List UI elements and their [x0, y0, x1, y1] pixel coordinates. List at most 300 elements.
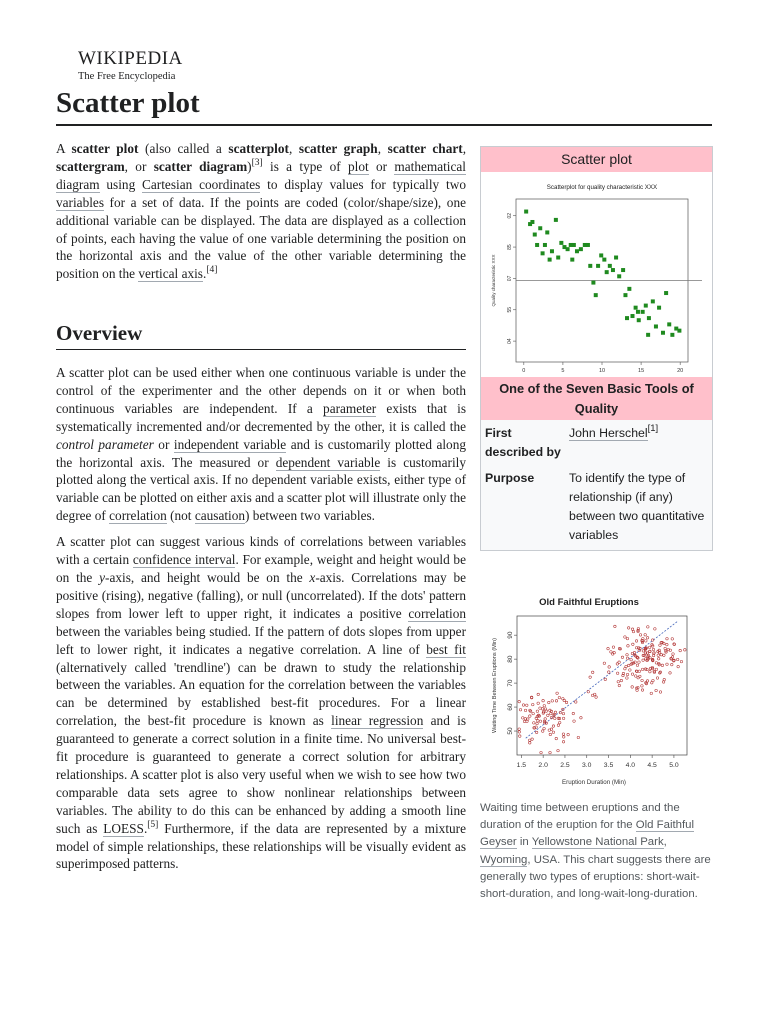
data-point — [570, 258, 574, 262]
data-point — [616, 672, 619, 675]
data-point — [587, 690, 590, 693]
data-point — [666, 637, 669, 640]
wiki-link[interactable]: linear regression — [331, 713, 424, 729]
x-tick-label: 10 — [598, 368, 606, 374]
data-point — [632, 643, 635, 646]
x-tick-label: 2.0 — [538, 762, 548, 769]
data-point — [539, 707, 542, 710]
italic-term: y — [99, 569, 106, 585]
italic-term: control parameter — [56, 436, 154, 452]
wiki-link[interactable]: variables — [56, 194, 104, 210]
data-point — [524, 718, 527, 721]
reference-link[interactable]: [4] — [206, 265, 218, 276]
data-point — [591, 671, 594, 674]
data-point — [531, 738, 534, 741]
data-point — [588, 264, 592, 268]
data-point — [518, 728, 521, 731]
x-tick-label: 1.5 — [516, 762, 527, 769]
data-point — [637, 627, 640, 630]
data-point — [639, 634, 642, 637]
text-run: . For example, weight and height would be on the — [56, 552, 466, 585]
data-point — [519, 708, 522, 711]
old-faithful-figure[interactable] — [480, 588, 712, 798]
data-point — [605, 270, 609, 274]
bold-term: scatter chart — [387, 141, 463, 156]
data-point — [618, 661, 621, 664]
data-point — [602, 258, 606, 262]
data-point — [572, 712, 575, 715]
data-point — [524, 709, 527, 712]
data-point — [521, 717, 524, 720]
data-point — [654, 324, 658, 328]
caption-text — [480, 802, 711, 900]
data-point — [620, 679, 623, 682]
intro-paragraph — [56, 140, 466, 283]
text-run: for a set of data. If the points are coded (color/shape/size), one additional variable can be displayed. The data are displayed as a collection of points, each having the value of one variable determining the position on the horizontal axis and the value of the other variable determining the position on the — [56, 194, 466, 282]
text-run: is customarily plotted along the vertical axis. If no dependent variable exists, either type of variable can be plotted on either axis and a scatter plot will illustrate only the degree of — [56, 454, 466, 524]
data-point — [614, 256, 618, 260]
wiki-link[interactable]: Cartesian coordinates — [142, 176, 261, 192]
text-run: -axis, and height would be on the — [105, 569, 310, 585]
data-point — [625, 665, 628, 668]
text-run: , — [462, 141, 467, 156]
data-point — [621, 268, 625, 272]
first-described-value — [569, 424, 708, 463]
overview-paragraph-1 — [56, 364, 466, 525]
data-point — [650, 692, 653, 695]
data-point — [547, 714, 550, 717]
data-point — [541, 730, 544, 733]
data-point — [626, 653, 629, 656]
text-run: and is guaranteed to generate a correct solution in a finite time. No universal best-fit procedure is guaranteed to generate a correct solution for arbitrary relationships. A scatter plot is also very useful when we wish to see how two comparable data sets agree to show nonlinear relationships between variables. The ability to do this can be enhanced by adding a smooth line such as — [56, 713, 467, 836]
data-point — [544, 718, 547, 721]
data-point — [555, 700, 558, 703]
data-point — [563, 736, 566, 739]
x-axis-label: Eruption Duration (Min) — [562, 779, 626, 786]
data-point — [573, 720, 576, 723]
text-run: ) — [247, 158, 252, 174]
data-point — [541, 708, 544, 711]
data-point — [548, 701, 551, 704]
data-point — [627, 664, 630, 667]
data-point — [629, 669, 632, 672]
intro-text — [56, 140, 466, 283]
data-point — [663, 678, 666, 681]
wiki-link[interactable]: causation — [194, 508, 246, 524]
data-point — [537, 693, 540, 696]
data-point — [556, 256, 560, 260]
data-point — [528, 739, 531, 742]
data-point — [565, 701, 568, 704]
x-tick-label: 20 — [677, 368, 684, 374]
text-run: , — [663, 836, 667, 849]
data-point — [518, 731, 521, 734]
purpose-value: To identify the type of relationship (if any) between two quantitative variables — [569, 470, 705, 543]
infobox-row-purpose — [481, 465, 712, 550]
wiki-link[interactable]: vertical axis — [138, 266, 203, 282]
data-point — [654, 628, 657, 631]
data-point — [575, 701, 578, 704]
data-point — [529, 715, 532, 718]
data-point — [634, 306, 638, 310]
data-point — [657, 658, 660, 661]
data-point — [630, 314, 634, 318]
data-point — [554, 717, 557, 720]
wiki-link[interactable]: confidence interval — [132, 552, 236, 568]
wiki-link[interactable]: parameter — [323, 400, 377, 416]
data-point — [537, 720, 540, 723]
data-point — [535, 243, 539, 247]
data-point — [617, 274, 621, 278]
logo-tagline: The Free Encyclopedia — [78, 71, 176, 82]
data-point — [680, 660, 683, 663]
data-point — [551, 700, 554, 703]
bold-term: scattergram — [56, 158, 125, 174]
data-point — [545, 230, 549, 234]
data-point — [548, 729, 551, 732]
data-point — [639, 675, 642, 678]
john-herschel-link[interactable]: John Herschel — [569, 426, 648, 440]
data-point — [677, 665, 680, 668]
data-point — [655, 662, 658, 665]
text-run: is a type of — [262, 158, 348, 174]
data-point — [638, 661, 641, 664]
data-point — [532, 703, 535, 706]
data-point — [608, 264, 612, 268]
data-point — [649, 670, 652, 673]
data-point — [618, 684, 621, 687]
data-point — [667, 322, 671, 326]
data-point — [684, 649, 687, 652]
text-run: or — [368, 158, 395, 174]
reference-link[interactable]: [3] — [251, 157, 263, 168]
data-point — [671, 656, 674, 659]
data-point — [666, 663, 669, 666]
data-point — [655, 668, 658, 671]
data-point — [538, 226, 542, 230]
text-run: A scatter plot can suggest various kinds of correlations between variables with a certain — [56, 534, 466, 568]
text-run: . — [202, 266, 207, 282]
data-point — [659, 691, 662, 694]
data-point — [556, 692, 559, 695]
data-point — [641, 310, 645, 314]
text-run: Furthermore, if the data are represented by a mixture model of simple relationships, these relationships will be visually evident as superimposed patterns. — [56, 820, 466, 872]
data-point — [661, 331, 665, 335]
data-point — [627, 287, 631, 291]
data-point — [543, 243, 547, 247]
data-point — [580, 717, 583, 720]
data-point — [626, 637, 629, 640]
data-point — [539, 720, 542, 723]
data-point — [595, 696, 598, 699]
data-point — [631, 628, 634, 631]
data-point — [645, 640, 648, 643]
data-point — [589, 676, 592, 679]
data-point — [679, 649, 682, 652]
wiki-link[interactable]: Old Faithful Geyser — [480, 819, 695, 849]
data-point — [591, 694, 594, 697]
data-point — [625, 316, 629, 320]
text-run: , — [377, 141, 388, 156]
data-point — [664, 291, 668, 295]
data-point — [562, 733, 565, 736]
data-point — [522, 704, 525, 707]
wiki-link[interactable]: dependent variable — [275, 454, 381, 470]
data-point — [566, 247, 570, 251]
wikipedia-logo[interactable] — [78, 49, 183, 83]
data-point — [651, 682, 654, 685]
infobox-row-first-described — [481, 420, 712, 465]
text-run: ) between two variables. — [245, 508, 376, 524]
data-point — [644, 634, 647, 637]
old-faithful-chart — [480, 588, 712, 793]
data-point — [549, 751, 552, 754]
bold-term: scatter diagram — [153, 158, 248, 174]
text-run: to display values for typically two — [260, 176, 466, 192]
y-tick-label: 80 — [507, 655, 514, 663]
data-point — [636, 310, 640, 314]
data-point — [603, 662, 606, 665]
text-run: (alternatively called 'trendline') can be drawn to study the relationship between the variables. An equation for the correlation between the variables can be determined by established best-fit procedures. For a linear correlation, the best-fit procedure is known as — [56, 659, 466, 729]
data-point — [644, 304, 648, 308]
text-run: A scatter plot can be used either when one continuous variable is under the control of the experimenter and the other depends on it or when both continuous variables are independent. If a — [56, 365, 466, 416]
data-point — [666, 643, 669, 646]
y-tick-label: 07 — [507, 275, 513, 282]
data-point — [529, 742, 532, 745]
data-point — [535, 731, 538, 734]
text-run: between the variables being studied. If the pattern of dots slopes from upper left to lower right, it indicates a negative correlation. A line of — [56, 623, 466, 657]
data-point — [552, 725, 555, 728]
data-point — [562, 698, 565, 701]
infobox — [480, 146, 713, 551]
y-tick-label: 04 — [507, 338, 513, 344]
plot-frame — [517, 616, 687, 755]
italic-term: x — [309, 569, 316, 585]
x-tick-label: 5 — [561, 368, 565, 374]
data-point — [557, 724, 560, 727]
infobox-image[interactable] — [481, 172, 712, 377]
x-tick-label: 5.0 — [669, 762, 679, 769]
data-point — [567, 733, 570, 736]
data-point — [617, 681, 620, 684]
data-point — [540, 751, 543, 754]
data-point — [663, 654, 666, 657]
wiki-link[interactable]: correlation — [408, 605, 466, 621]
data-point — [572, 243, 576, 247]
data-point — [659, 644, 662, 647]
data-point — [594, 293, 598, 297]
data-point — [608, 671, 611, 674]
wiki-link[interactable]: Wyoming — [480, 853, 528, 866]
data-point — [657, 306, 661, 310]
data-point — [637, 318, 641, 322]
data-point — [607, 647, 610, 650]
data-point — [648, 646, 651, 649]
data-point — [635, 640, 638, 643]
data-point — [670, 333, 674, 337]
data-point — [631, 686, 634, 689]
data-point — [562, 712, 565, 715]
data-point — [636, 664, 639, 667]
y-tick-label: 55 — [507, 306, 513, 313]
y-tick-label: 02 — [507, 212, 513, 219]
data-point — [563, 699, 566, 702]
y-tick-label: 60 — [507, 703, 514, 711]
data-point — [599, 253, 603, 257]
data-point — [652, 654, 655, 657]
data-point — [637, 677, 640, 680]
data-point — [604, 678, 607, 681]
y-tick-label: 50 — [507, 727, 514, 735]
data-point — [642, 659, 645, 662]
bold-term: scatterplot — [228, 141, 289, 156]
data-point — [672, 653, 675, 656]
data-point — [518, 700, 521, 703]
y-axis-label: Waiting Time Between Eruptions (Min) — [492, 638, 498, 733]
text-run: exists that is systematically incremented and/or decremented by the other, it is called the — [56, 400, 466, 434]
data-point — [543, 727, 546, 730]
data-point — [554, 218, 558, 222]
data-point — [634, 675, 637, 678]
data-point — [548, 258, 552, 262]
overview-section — [56, 364, 466, 873]
data-point — [646, 333, 650, 337]
text-run: . — [143, 820, 148, 836]
data-point — [550, 249, 554, 253]
data-point — [558, 696, 561, 699]
data-point — [657, 654, 660, 657]
text-run: A — [56, 141, 72, 156]
data-point — [610, 651, 613, 654]
data-point — [562, 741, 565, 744]
data-point — [646, 637, 649, 640]
trend-line — [526, 621, 679, 738]
data-point — [630, 659, 633, 662]
wiki-link[interactable]: independent variable — [173, 436, 287, 452]
x-tick-label: 3.5 — [603, 762, 614, 769]
data-point — [647, 626, 650, 629]
data-point — [555, 737, 558, 740]
data-point — [638, 670, 641, 673]
data-point — [562, 717, 565, 720]
figure-caption — [480, 800, 712, 903]
data-point — [557, 749, 560, 752]
data-point — [596, 264, 600, 268]
data-point — [651, 299, 655, 303]
data-point — [537, 702, 540, 705]
data-point — [543, 705, 546, 708]
x-tick-label: 15 — [638, 368, 645, 374]
data-point — [549, 733, 552, 736]
title-divider — [56, 124, 712, 126]
data-point — [656, 677, 659, 680]
text-run: and is customarily plotted along the horizontal axis. The measured or — [56, 436, 466, 470]
wiki-link[interactable]: Yellowstone National Park — [531, 836, 664, 849]
wiki-link[interactable]: plot — [347, 158, 369, 174]
reference-sup[interactable] — [147, 820, 158, 830]
data-point — [669, 672, 672, 675]
data-point — [552, 731, 555, 734]
data-point — [586, 243, 590, 247]
x-tick-label: 4.0 — [625, 762, 636, 769]
y-tick-label: 90 — [507, 631, 514, 639]
text-run: , or — [124, 158, 154, 174]
text-run: -axis. Correlations may be positive (rising), negative (falling), or null (uncorrelated). If the dots' pattern slopes from lower left to upper right, it indicates a positive — [56, 569, 466, 621]
logo-wordmark: WIKIPEDIA — [78, 48, 183, 69]
data-point — [591, 281, 595, 285]
data-point — [621, 656, 624, 659]
data-point — [627, 627, 630, 630]
x-tick-label: 3.0 — [582, 762, 592, 769]
data-point — [542, 699, 545, 702]
data-point — [526, 704, 529, 707]
text-run: , USA. This chart suggests there are generally two types of eruptions: short-wait-short-duration, and long-wait-long-duration. — [480, 853, 711, 901]
text-run: , — [288, 141, 299, 156]
data-point — [652, 648, 655, 651]
data-point — [577, 736, 580, 739]
text-run: (not — [166, 508, 195, 524]
reference-sup[interactable] — [252, 158, 263, 168]
quality-scatter-chart — [481, 172, 712, 377]
data-point — [532, 712, 535, 715]
data-point — [559, 241, 563, 245]
data-point — [612, 646, 615, 649]
data-point — [536, 722, 539, 725]
x-tick-label: 4.5 — [647, 762, 657, 769]
wiki-link[interactable]: best fit — [426, 641, 466, 657]
data-point — [641, 685, 644, 688]
data-point — [541, 251, 545, 255]
data-point — [626, 657, 629, 660]
infobox-subtitle: One of the Seven Basic Tools of Quality — [481, 377, 712, 420]
data-point — [676, 658, 679, 661]
y-tick-label: 70 — [507, 679, 514, 687]
data-point — [558, 721, 561, 724]
data-point — [664, 647, 667, 650]
bold-term: scatter graph — [298, 141, 378, 156]
data-point — [641, 668, 644, 671]
x-tick-label: 0 — [522, 368, 526, 374]
data-point — [524, 210, 528, 214]
reference-link[interactable]: [5] — [147, 819, 159, 830]
text-run: Waiting time between eruptions and the duration of the eruption for the — [480, 802, 680, 832]
wiki-link[interactable]: correlation — [109, 508, 167, 524]
section-divider — [56, 349, 466, 350]
data-point — [655, 689, 658, 692]
data-point — [536, 710, 539, 713]
bold-term: scatter plot — [71, 141, 139, 156]
data-point — [632, 630, 635, 633]
data-point — [624, 636, 627, 639]
x-tick-label: 2.5 — [560, 762, 570, 769]
overview-paragraph-2 — [56, 533, 466, 873]
infobox-title: Scatter plot — [481, 147, 712, 172]
chart-title: Old Faithful Eruptions — [539, 597, 639, 608]
reference-1[interactable]: [1] — [647, 423, 659, 434]
reference-sup[interactable] — [206, 265, 217, 275]
data-point — [530, 220, 534, 224]
wiki-link[interactable]: mathematical diagram — [56, 158, 466, 192]
page-title: Scatter plot — [56, 87, 200, 119]
data-point — [614, 625, 617, 628]
text-run: in — [516, 836, 532, 849]
data-point — [661, 664, 664, 667]
data-point — [623, 293, 627, 297]
section-heading-overview: Overview — [56, 321, 143, 345]
data-point — [579, 247, 583, 251]
data-point — [677, 329, 681, 333]
wiki-link[interactable]: LOESS — [103, 820, 144, 836]
